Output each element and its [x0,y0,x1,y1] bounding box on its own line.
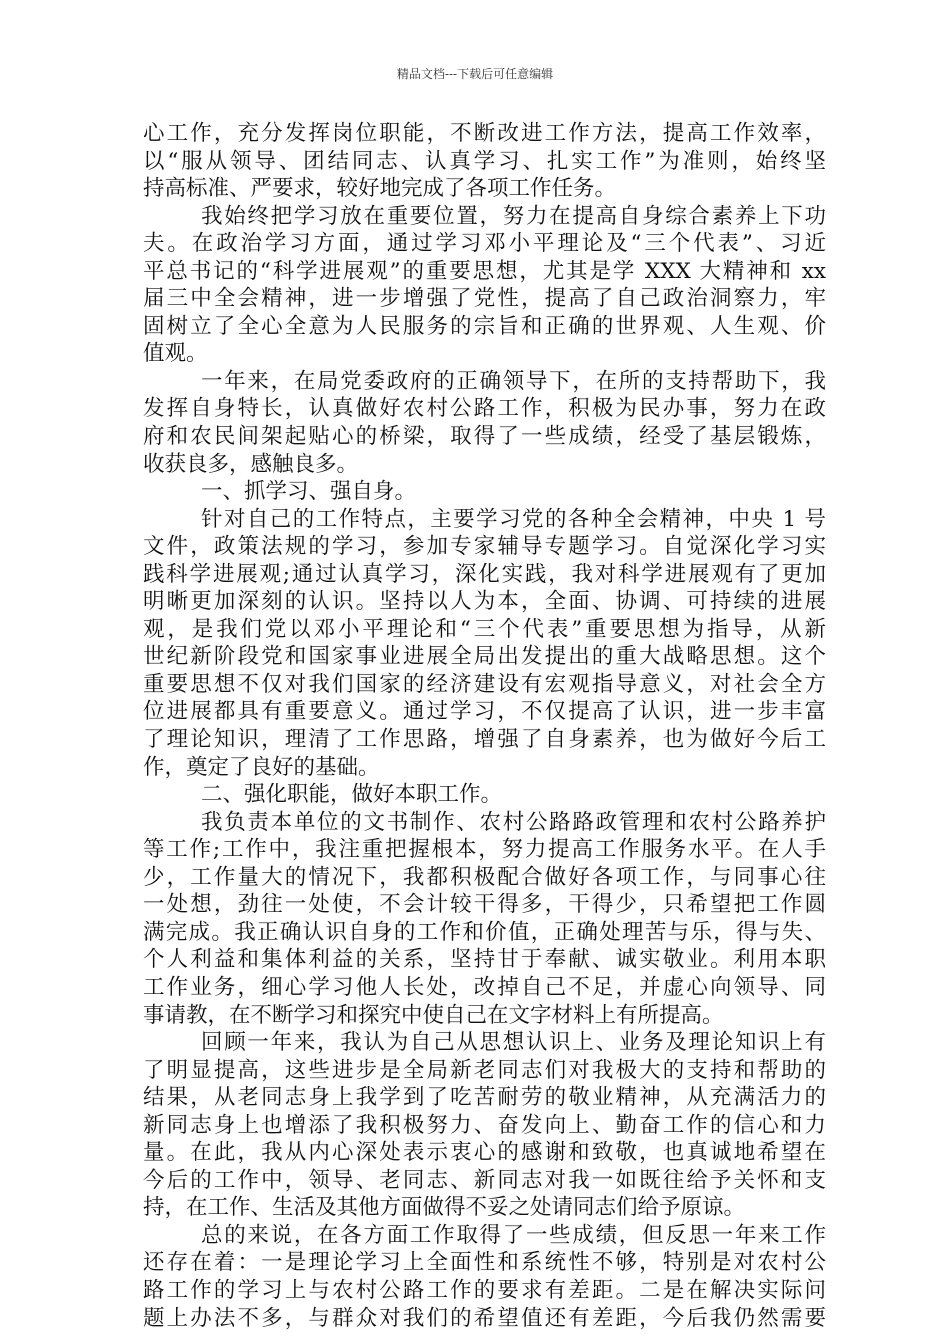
text-line: 以“服从领导、团结同志、认真学习、扎实工作”为准则，始终坚 [143,148,826,174]
text-line: 践科学进展观;通过认真学习，深化实践，我对科学进展观有了更加 [143,561,826,587]
text-line: 收获良多，感触良多。 [143,451,359,477]
text-line: 明晰更加深刻的认识。坚持以人为本，全面、协调、可持续的进展 [143,589,826,615]
text-line: 个人利益和集体利益的关系，坚持甘于奉献、诚实敬业。利用本职 [143,947,826,973]
document-body [143,120,826,1332]
text-line: 了明显提高，这些进步是全局新老同志们对我极大的支持和帮助的 [143,1057,826,1083]
text-line: 新同志身上也增添了我积极努力、奋发向上、勤奋工作的信心和力 [143,1112,826,1138]
text-line: 届三中全会精神，进一步增强了党性，提高了自己政治洞察力，牢 [143,286,826,312]
text-line: 工作业务，细心学习他人长处，改掉自己不足，并虚心向领导、同 [143,974,826,1000]
text-line: 今后的工作中，领导、老同志、新同志对我一如既往给予关怀和支 [143,1167,826,1193]
text-line: 总的来说，在各方面工作取得了一些成绩，但反思一年来工作 [201,1222,826,1248]
text-line: 持，在工作、生活及其他方面做得不妥之处请同志们给予原谅。 [143,1195,746,1221]
text-line: 针对自己的工作特点，主要学习党的各种全会精神，中央 1 号 [201,506,826,532]
text-line: 我始终把学习放在重要位置，努力在提高自身综合素养上下功 [201,203,826,229]
text-line: 二、强化职能，做好本职工作。 [201,782,503,808]
text-line: 文件，政策法规的学习，参加专家辅导专题学习。自觉深化学习实 [143,534,826,560]
text-line: 重要思想不仅对我们国家的经济建设有宏观指导意义，对社会全方 [143,671,826,697]
text-line: 平总书记的“科学进展观”的重要思想，尤其是学 XXX 大精神和 xx [143,258,826,284]
text-line: 量。在此，我从内心深处表示衷心的感谢和致敬，也真诚地希望在 [143,1140,826,1166]
text-line: 位进展都具有重要意义。通过学习，不仅提高了认识，进一步丰富 [143,699,826,725]
text-line: 持高标准、严要求，较好地完成了各项工作任务。 [143,176,617,202]
text-line: 满完成。我正确认识自身的工作和价值，正确处理苦与乐，得与失、 [143,919,826,945]
text-line: 夫。在政治学习方面，通过学习邓小平理论及“三个代表”、习近 [143,231,826,257]
text-line: 府和农民间架起贴心的桥梁，取得了一些成绩，经受了基层锻炼， [143,424,826,450]
text-line: 了理论知识，理清了工作思路，增强了自身素养，也为做好今后工 [143,727,826,753]
text-line: 路工作的学习上与农村公路工作的要求有差距。二是在解决实际问 [143,1277,826,1303]
text-line: 一、抓学习、强自身。 [201,479,417,505]
text-line: 事请教，在不断学习和探究中使自己在文字材料上有所提高。 [143,1002,724,1028]
text-line: 一年来，在局党委政府的正确领导下，在所的支持帮助下，我 [201,368,826,394]
text-line: 世纪新阶段党和国家事业进展全局出发提出的重大战略思想。这个 [143,644,826,670]
text-line: 题上办法不多，与群众对我们的希望值还有差距，今后我仍然需要 [143,1305,826,1331]
text-line: 回顾一年来，我认为自己从思想认识上、业务及理论知识上有 [201,1030,826,1056]
text-line: 我负责本单位的文书制作、农村公路路政管理和农村公路养护 [201,809,826,835]
text-line: 观，是我们党以邓小平理论和“三个代表”重要思想为指导，从新 [143,616,826,642]
text-line: 结果，从老同志身上我学到了吃苦耐劳的敬业精神，从充满活力的 [143,1085,826,1111]
text-line: 一处想，劲往一处使，不会计较干得多，干得少，只希望把工作圆 [143,892,826,918]
text-line: 固树立了全心全意为人民服务的宗旨和正确的世界观、人生观、价 [143,313,826,339]
text-line: 还存在着：一是理论学习上全面性和系统性不够，特别是对农村公 [143,1250,826,1276]
page-header: 精品文档---下载后可任意编辑 [396,67,554,81]
text-line: 作，奠定了良好的基础。 [143,754,380,780]
text-line: 发挥自身特长，认真做好农村公路工作，积极为民办事，努力在政 [143,396,826,422]
text-line: 值观。 [143,341,208,367]
text-line: 心工作，充分发挥岗位职能，不断改进工作方法，提高工作效率， [143,121,826,146]
text-line: 等工作;工作中，我注重把握根本，努力提高工作服务水平。在人手 [143,837,826,863]
text-line: 少，工作量大的情况下，我都积极配合做好各项工作，与同事心往 [143,864,826,890]
